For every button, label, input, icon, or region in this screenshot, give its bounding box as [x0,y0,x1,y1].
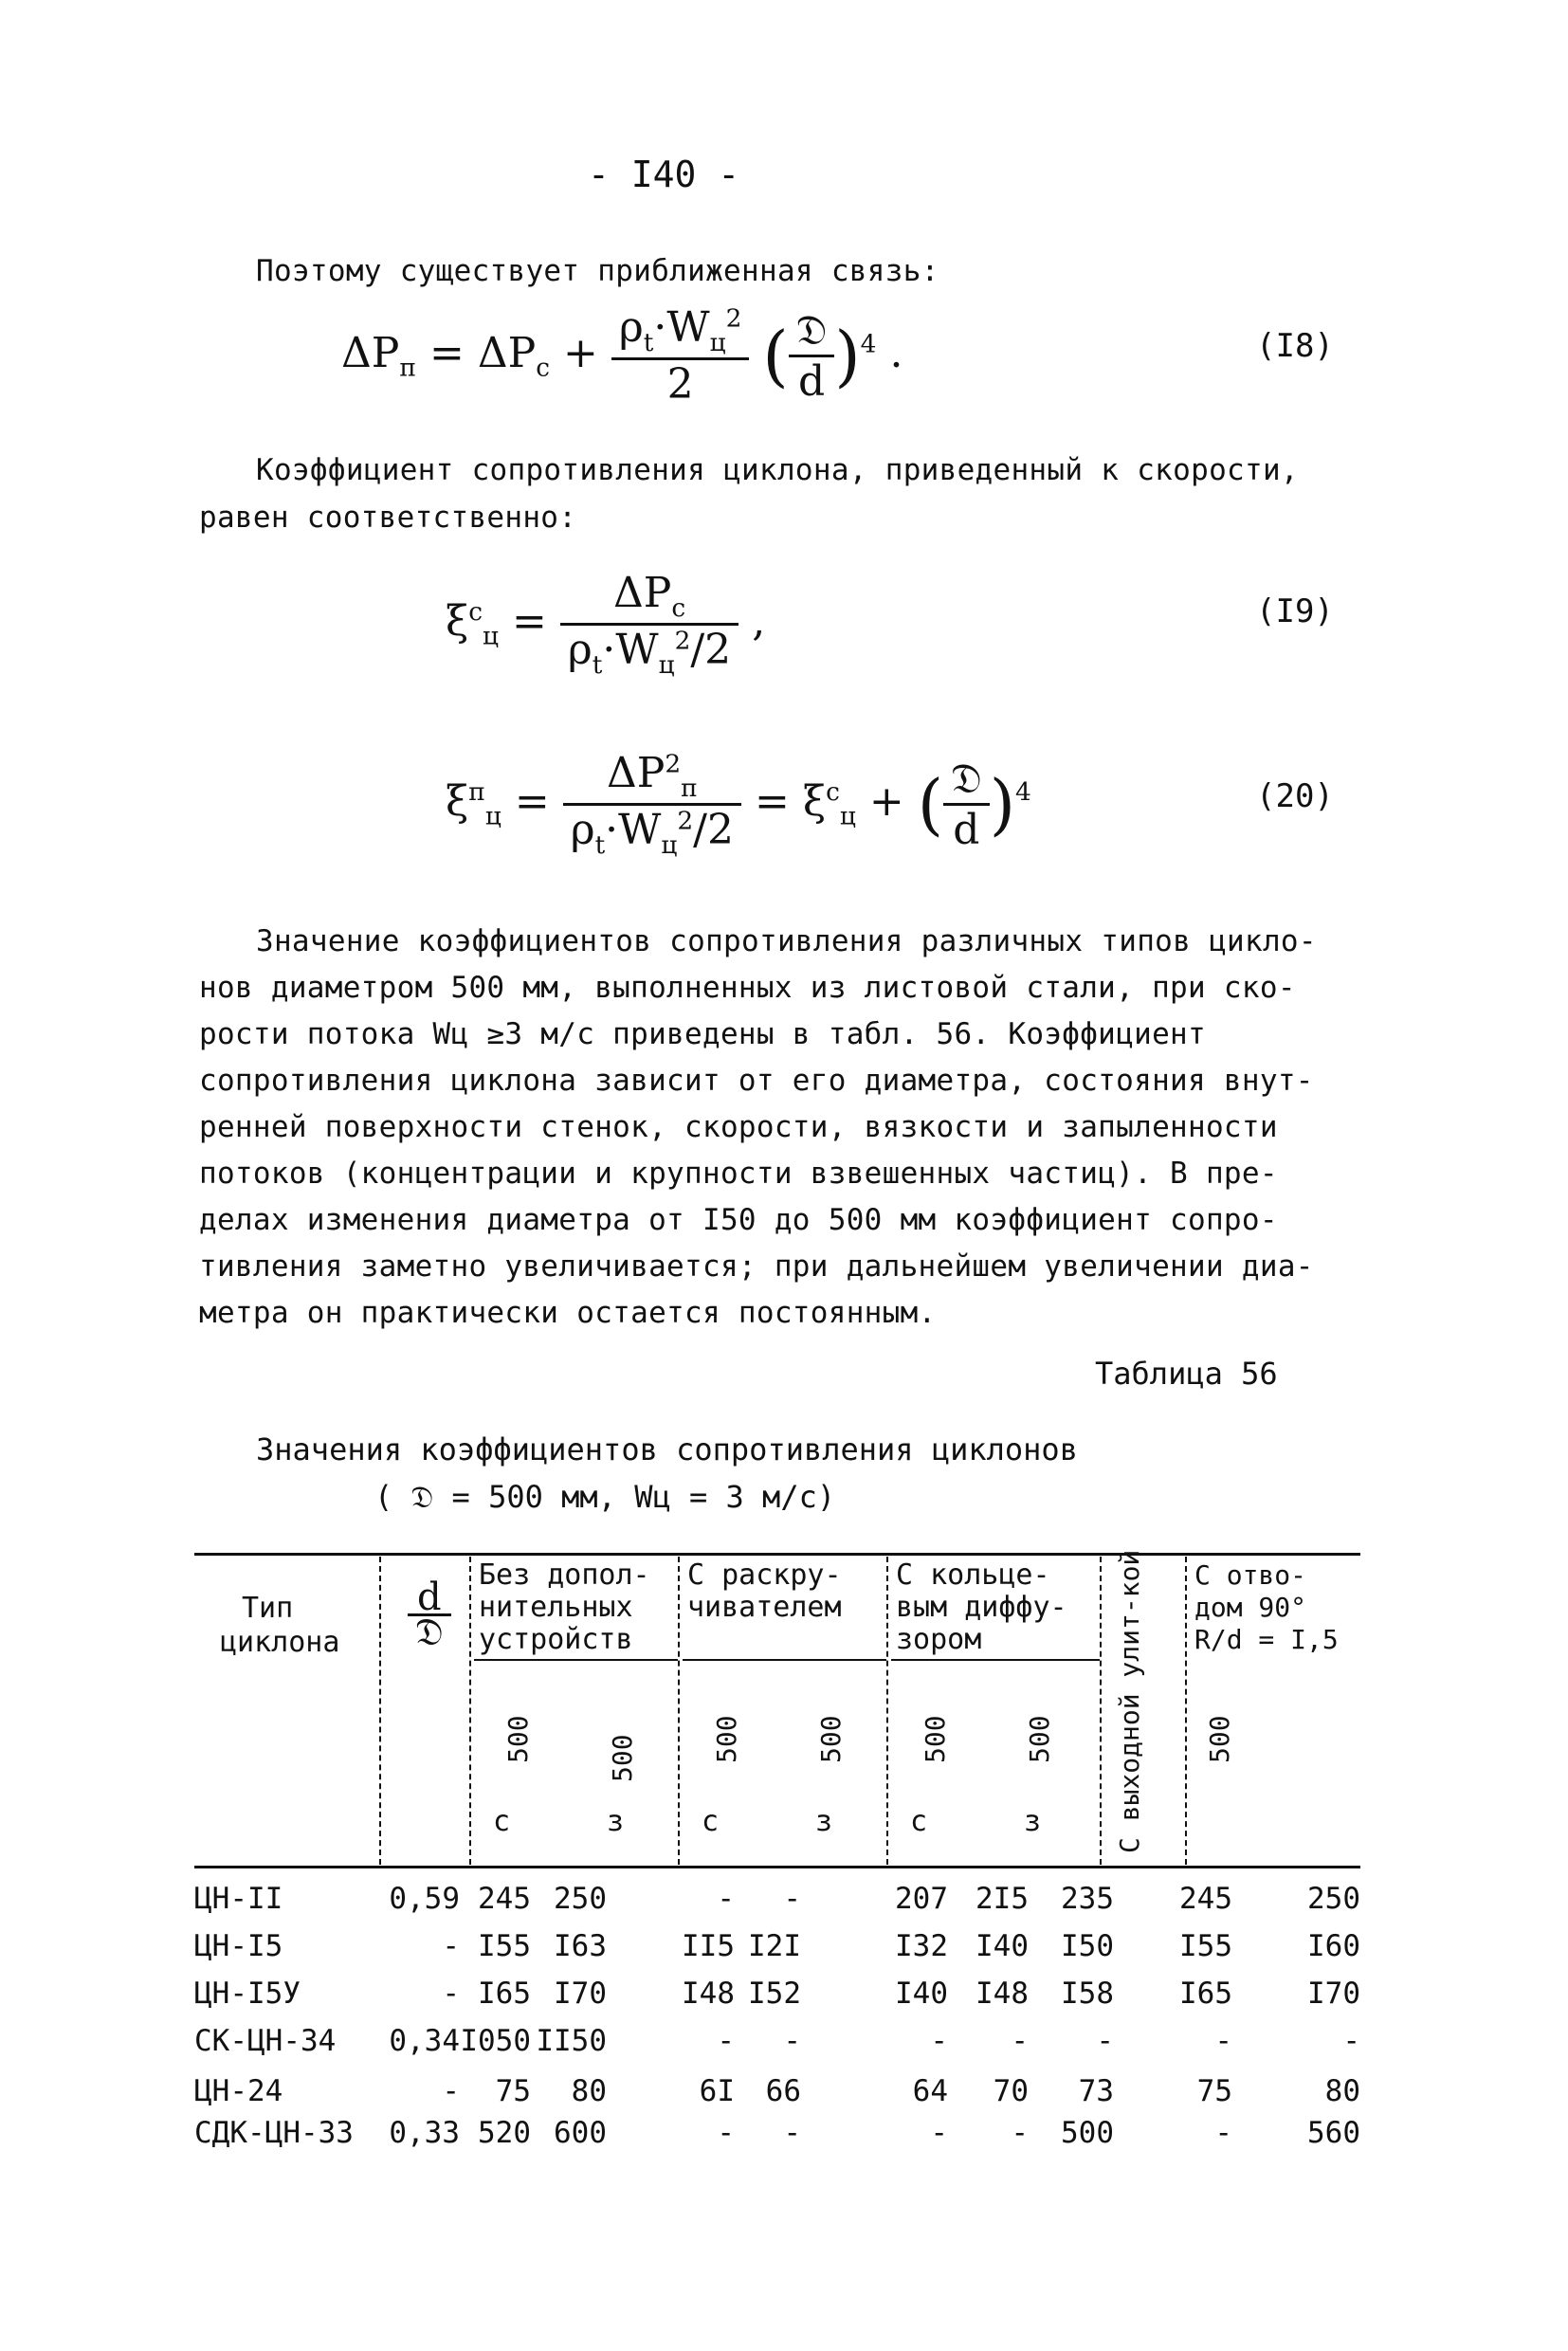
row-value: I48 [975,1977,1029,2011]
para3-line7: делах изменения диаметра от I50 до 500 мм коэффициент сопро- [199,1203,1278,1237]
subheader-rule [683,1659,886,1661]
header-group-2-line2: чивателем [687,1591,842,1624]
row-value: 75 [1196,2074,1232,2108]
para2-line2: равен соответственно: [199,501,577,535]
row-value: 560 [1307,2116,1360,2150]
row-type-name: ЦН-I5 [194,1929,283,1963]
formula-19: $\xi^c_ц$ = $\frac{\Delta P_c}{\rho_t\cdot W_ц^2/2}$ , [446,569,766,680]
row-value: I70 [1307,1977,1360,2011]
row-value: II50 [536,2024,607,2058]
formula-20: $\xi^п_ц$ = $\frac{\Delta P^2_п}{\rho_t\cdot W_ц^2/2}$ = $\xi^c_ц$ + ( $\frac{\text{𝔇}}{d}$ )$^4$ [446,749,1031,860]
row-ratio: - [442,1929,460,1963]
subheader-z: з [815,1805,833,1838]
table-separator [678,1557,680,1865]
subheader-z: з [1024,1805,1042,1838]
table-separator [469,1557,471,1865]
row-value: 235 [1061,1882,1114,1916]
para3-line5: ренней поверхности стенок, скорости, вязкости и запыленности [199,1110,1278,1144]
header-group-4: С выходной улит-кой [1114,1549,1145,1853]
subheader-rule [891,1659,1100,1661]
row-value: 207 [895,1882,948,1916]
row-value: - [717,2116,735,2150]
para3-line9: метра он практически остается постоянным. [199,1296,937,1330]
row-value: - [783,1882,801,1916]
row-value: 250 [1307,1882,1360,1916]
row-ratio: 0,34 [389,2024,460,2058]
subheader-rule [474,1659,678,1661]
row-type-name: СК-ЦН-34 [194,2024,337,2058]
subheader-500: 500 [815,1715,847,1763]
subheader-500: 500 [607,1734,638,1782]
row-type-name: ЦН-II [194,1882,283,1916]
header-type-line2: циклона [220,1626,340,1659]
table-top-rule [194,1553,1360,1556]
row-value: - [783,2024,801,2058]
row-value: I050 [460,2024,531,2058]
row-value: I40 [895,1977,948,2011]
table-separator [379,1557,381,1865]
table-header-rule [194,1866,1360,1868]
table-separator [886,1557,888,1865]
row-value: 70 [993,2074,1029,2108]
header-type-line1: Тип [242,1592,294,1625]
page-number: - I40 - [588,154,740,195]
formula-18: $\Delta P_п = \Delta P_c$ + $\frac{\rho_t\cdot W_ц^2}{2}$ ( $\frac{\text{𝔇}}{d}$ )$^4$ . [341,303,903,409]
header-group-5-line2: дом 90° [1194,1592,1307,1623]
para2-line1: Коэффициент сопротивления циклона, приведенный к скорости, [256,453,1299,487]
row-value: II5 [682,1929,735,1963]
row-value: I70 [554,1977,607,2011]
row-value: 6I [699,2074,735,2108]
row-value: I55 [478,1929,531,1963]
row-value: - [1011,2024,1029,2058]
subheader-500: 500 [502,1715,534,1763]
row-value: 80 [1324,2074,1360,2108]
table-separator [1185,1557,1187,1865]
header-group-3-line3: зором [896,1623,982,1656]
row-value: I65 [478,1977,531,2011]
subheader-500: 500 [1204,1715,1235,1763]
row-value: - [1214,2116,1232,2150]
equation-number-19: (I9) [1256,592,1334,630]
para3-line6: потоков (концентрации и крупности взвешенных частиц). В пре- [199,1157,1278,1191]
header-group-2-line1: С раскру- [687,1558,842,1592]
row-value: 500 [1061,2116,1114,2150]
row-ratio: 0,59 [389,1882,460,1916]
para3-line8: тивления заметно увеличивается; при дальнейшем увеличении диа- [199,1249,1314,1284]
row-ratio: - [442,2074,460,2108]
row-value: I58 [1061,1977,1114,2011]
row-value: - [783,2116,801,2150]
subheader-c: с [702,1805,720,1838]
row-value: I32 [895,1929,948,1963]
row-value: 520 [478,2116,531,2150]
para3-line4: сопротивления циклона зависит от его диаметра, состояния внут- [199,1064,1314,1098]
row-value: 250 [554,1882,607,1916]
row-type-name: ЦН-I5У [194,1977,301,2011]
row-value: 600 [554,2116,607,2150]
row-value: I48 [682,1977,735,2011]
row-value: 66 [765,2074,801,2108]
table-separator [1100,1557,1102,1865]
header-group-5-line1: С отво- [1194,1559,1307,1591]
row-value: - [1214,2024,1232,2058]
subheader-z: з [607,1805,625,1838]
table-title: Значения коэффициентов сопротивления циклонов [256,1431,1078,1467]
para3-line1: Значение коэффициентов сопротивления различных типов цикло- [256,924,1317,958]
row-value: - [1342,2024,1360,2058]
row-value: - [1011,2116,1029,2150]
subheader-500: 500 [920,1715,951,1763]
row-value: 2I5 [975,1882,1029,1916]
row-value: I50 [1061,1929,1114,1963]
row-value: 245 [478,1882,531,1916]
row-value: I2I [748,1929,801,1963]
row-value: 245 [1179,1882,1232,1916]
row-ratio: - [442,1977,460,2011]
row-value: I63 [554,1929,607,1963]
row-type-name: СДК-ЦН-33 [194,2116,354,2150]
subheader-500: 500 [1024,1715,1055,1763]
table-subtitle: ( 𝔇 = 500 мм, Wц = 3 м/с) [374,1479,836,1515]
equation-number-20: (20) [1256,777,1334,815]
row-value: - [717,2024,735,2058]
para3-line2: нов диаметром 500 мм, выполненных из листовой стали, при ско- [199,971,1296,1005]
row-value: I52 [748,1977,801,2011]
table-label: Таблица 56 [1095,1356,1278,1392]
header-group-1-line3: устройств [479,1623,633,1656]
header-group-3-line2: вым диффу- [896,1591,1067,1624]
row-value: I65 [1179,1977,1232,2011]
row-value: - [930,2024,948,2058]
row-value: - [1096,2024,1114,2058]
row-value: I60 [1307,1929,1360,1963]
header-group-1-line1: Без допол- [479,1558,650,1592]
subheader-c: с [910,1805,928,1838]
row-type-name: ЦН-24 [194,2074,283,2108]
row-value: - [717,1882,735,1916]
subheader-500: 500 [711,1715,742,1763]
row-value: 64 [912,2074,948,2108]
row-value: 75 [495,2074,531,2108]
header-ratio: $\frac{d}{\text{𝔇}}$ [408,1581,451,1649]
equation-number-18: (I8) [1256,327,1334,365]
header-group-3-line1: С кольце- [896,1558,1050,1592]
intro-text: Поэтому существует приближенная связь: [256,254,939,288]
subheader-c: с [493,1805,511,1838]
row-value: I55 [1179,1929,1232,1963]
row-ratio: 0,33 [389,2116,460,2150]
header-group-5-line3: R/d = I,5 [1194,1624,1339,1655]
row-value: 80 [571,2074,607,2108]
para3-line3: рости потока Wц ≥3 м/с приведены в табл. 56. Коэффициент [199,1017,1206,1051]
row-value: I40 [975,1929,1029,1963]
header-group-1-line2: нительных [479,1591,633,1624]
row-value: - [930,2116,948,2150]
row-value: 73 [1078,2074,1114,2108]
